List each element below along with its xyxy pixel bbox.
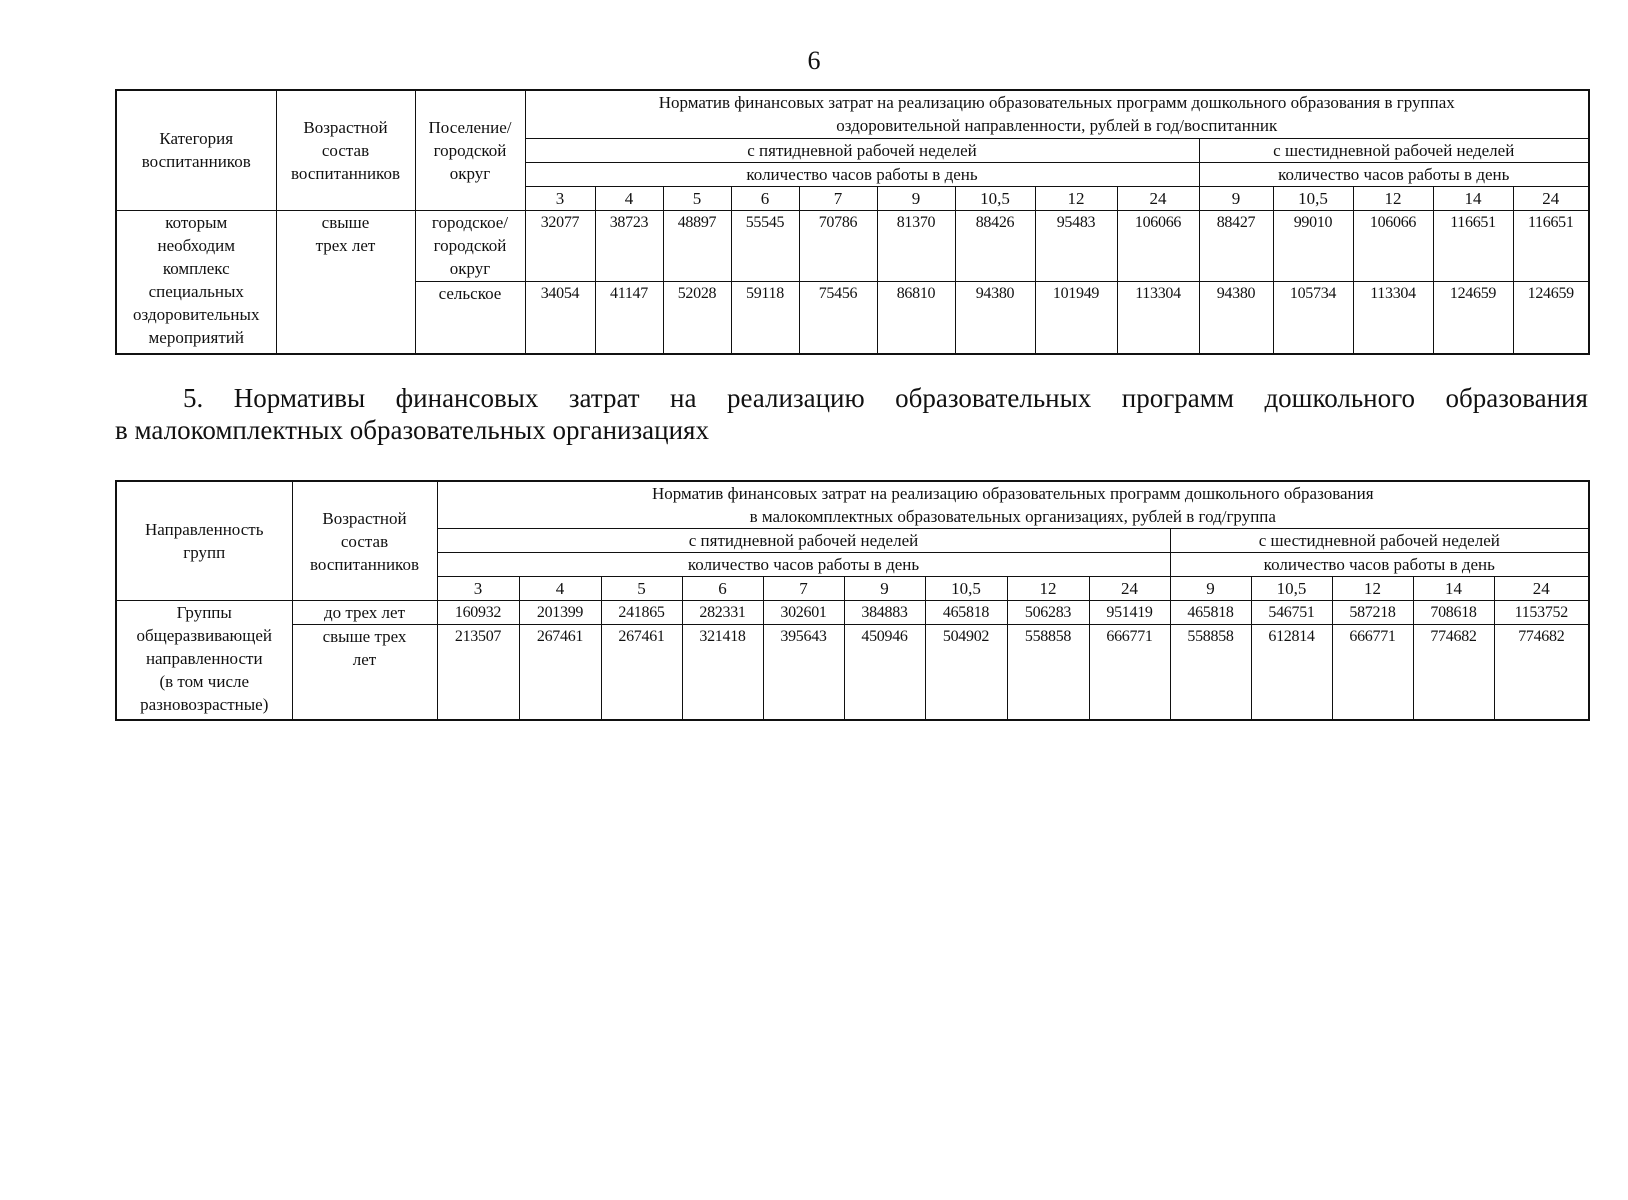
value-cell: 95483 <box>1035 210 1117 281</box>
value-cell: 201399 <box>519 601 601 625</box>
value-cell: 612814 <box>1251 625 1332 720</box>
cell-text: лет <box>352 650 377 669</box>
cell-text: Группы <box>176 603 232 622</box>
value-cell: 282331 <box>682 601 763 625</box>
value-cell: 59118 <box>731 282 799 354</box>
hours-cell: 10,5 <box>955 186 1035 210</box>
hours-cell: 24 <box>1117 186 1199 210</box>
heading-line: в малокомплектных образовательных организациях <box>115 415 709 445</box>
settlement-cell <box>415 210 525 281</box>
cell-text: свыше трех <box>322 627 407 646</box>
heading-word: образовательных <box>895 383 1092 413</box>
value-cell: 124659 <box>1433 282 1513 354</box>
header-text: состав <box>321 140 370 160</box>
section-5-heading <box>115 382 1588 446</box>
cell-text: сельское <box>438 284 502 304</box>
heading-word: реализацию <box>726 383 865 413</box>
hours-cell: 4 <box>595 186 663 210</box>
cell-text: которым <box>165 212 228 232</box>
value-cell: 267461 <box>601 625 682 720</box>
table-row <box>116 210 1589 281</box>
cell-text: специальных <box>148 281 244 301</box>
value-cell: 213507 <box>437 625 519 720</box>
value-cell: 558858 <box>1007 625 1089 720</box>
hours-cell: 24 <box>1494 577 1589 601</box>
header-six-day-week: с шестидневной рабочей неделей <box>1199 138 1589 162</box>
value-cell: 160932 <box>437 601 519 625</box>
hours-cell: 9 <box>877 186 955 210</box>
hours-cell: 9 <box>1170 577 1251 601</box>
value-cell: 105734 <box>1273 282 1353 354</box>
hours-cell: 10,5 <box>1251 577 1332 601</box>
hours-cell: 12 <box>1035 186 1117 210</box>
value-cell: 86810 <box>877 282 955 354</box>
heading-word: на <box>670 383 697 413</box>
value-cell: 546751 <box>1251 601 1332 625</box>
age-cell <box>292 625 437 720</box>
header-five-day-week: с пятидневной рабочей неделей <box>525 138 1199 162</box>
table-row <box>116 625 1589 720</box>
value-cell: 395643 <box>763 625 844 720</box>
value-cell: 1153752 <box>1494 601 1589 625</box>
settlement-cell <box>415 282 525 354</box>
value-cell: 116651 <box>1513 210 1589 281</box>
hours-cell: 4 <box>519 577 601 601</box>
value-cell: 38723 <box>595 210 663 281</box>
cell-text: до трех лет <box>323 603 406 622</box>
age-cell <box>276 210 415 354</box>
header-text: в малокомплектных образовательных организациях, рублей в год/группа <box>749 507 1276 526</box>
heading-word: финансовых <box>395 383 539 413</box>
header-text: Направленность <box>145 520 264 539</box>
value-cell: 587218 <box>1332 601 1413 625</box>
header-text: Возрастной <box>303 117 388 137</box>
hours-cell: 24 <box>1089 577 1170 601</box>
heading-line <box>115 382 1588 414</box>
value-cell: 32077 <box>525 210 595 281</box>
hours-cell: 14 <box>1433 186 1513 210</box>
heading-word: 5. <box>183 383 204 413</box>
cell-text: городское/ <box>431 212 509 232</box>
hours-cell: 7 <box>799 186 877 210</box>
header-age <box>276 90 415 210</box>
age-cell <box>292 601 437 625</box>
value-cell: 116651 <box>1433 210 1513 281</box>
value-cell: 558858 <box>1170 625 1251 720</box>
header-age <box>292 481 437 601</box>
value-cell: 94380 <box>955 282 1035 354</box>
cell-text: комплекс <box>162 258 230 278</box>
cell-text: общеразвивающей <box>136 626 272 645</box>
header-text: Возрастной <box>322 508 407 528</box>
cell-text: необходим <box>157 235 235 255</box>
value-cell: 504902 <box>925 625 1007 720</box>
value-cell: 384883 <box>844 601 925 625</box>
value-cell: 708618 <box>1413 601 1494 625</box>
value-cell: 70786 <box>799 210 877 281</box>
value-cell: 88426 <box>955 210 1035 281</box>
cell-text: городской <box>433 235 507 255</box>
header-main <box>525 90 1589 138</box>
value-cell: 94380 <box>1199 282 1273 354</box>
value-cell: 101949 <box>1035 282 1117 354</box>
header-text: Норматив финансовых затрат на реализацию образовательных программ дошкольного образования в группах <box>658 93 1455 113</box>
header-text: Категория <box>159 129 234 149</box>
category-cell <box>116 210 276 354</box>
hours-cell: 9 <box>844 577 925 601</box>
table-small-organizations <box>115 480 1590 721</box>
heading-word: дошкольного <box>1264 383 1415 413</box>
heading-word: затрат <box>568 383 640 413</box>
value-cell: 506283 <box>1007 601 1089 625</box>
cell-text: свыше <box>321 212 370 232</box>
table-health-groups <box>115 89 1590 355</box>
value-cell: 55545 <box>731 210 799 281</box>
hours-cell: 24 <box>1513 186 1589 210</box>
value-cell: 106066 <box>1353 210 1433 281</box>
heading-word: образования <box>1445 383 1588 413</box>
hours-cell: 12 <box>1353 186 1433 210</box>
value-cell: 302601 <box>763 601 844 625</box>
header-text: групп <box>183 543 226 562</box>
cell-text: (в том числе <box>159 672 250 691</box>
header-text: воспитанников <box>310 554 419 574</box>
value-cell: 113304 <box>1353 282 1433 354</box>
header-text: округ <box>449 163 491 183</box>
cell-text: округ <box>449 258 491 278</box>
hours-cell: 3 <box>437 577 519 601</box>
value-cell: 52028 <box>663 282 731 354</box>
hours-cell: 10,5 <box>925 577 1007 601</box>
value-cell: 267461 <box>519 625 601 720</box>
value-cell: 774682 <box>1494 625 1589 720</box>
hours-cell: 7 <box>763 577 844 601</box>
header-text: воспитанников <box>141 152 251 172</box>
cell-text: разновозрастные) <box>140 695 269 714</box>
hours-cell: 12 <box>1332 577 1413 601</box>
value-cell: 241865 <box>601 601 682 625</box>
header-hours-per-day: количество часов работы в день <box>1170 553 1589 577</box>
cell-text: мероприятий <box>148 327 244 347</box>
header-hours-per-day: количество часов работы в день <box>1199 162 1589 186</box>
heading-word: программ <box>1121 383 1234 413</box>
value-cell: 450946 <box>844 625 925 720</box>
header-text: состав <box>340 531 389 551</box>
hours-cell: 12 <box>1007 577 1089 601</box>
header-category <box>116 90 276 210</box>
hours-cell: 6 <box>682 577 763 601</box>
cell-text: оздоровительных <box>133 304 260 324</box>
value-cell: 75456 <box>799 282 877 354</box>
table-row <box>116 601 1589 625</box>
hours-cell: 9 <box>1199 186 1273 210</box>
page-number: 6 <box>807 46 821 75</box>
value-cell: 99010 <box>1273 210 1353 281</box>
value-cell: 81370 <box>877 210 955 281</box>
value-cell: 124659 <box>1513 282 1589 354</box>
value-cell: 113304 <box>1117 282 1199 354</box>
value-cell: 34054 <box>525 282 595 354</box>
value-cell: 88427 <box>1199 210 1273 281</box>
cell-text: направленности <box>145 649 263 668</box>
value-cell: 465818 <box>1170 601 1251 625</box>
value-cell: 774682 <box>1413 625 1494 720</box>
value-cell: 951419 <box>1089 601 1170 625</box>
header-hours-per-day: количество часов работы в день <box>525 162 1199 186</box>
direction-cell <box>116 601 292 720</box>
hours-cell: 10,5 <box>1273 186 1353 210</box>
header-text: Поселение/ <box>428 117 512 137</box>
header-main <box>437 481 1589 529</box>
hours-cell: 14 <box>1413 577 1494 601</box>
header-direction <box>116 481 292 601</box>
value-cell: 48897 <box>663 210 731 281</box>
value-cell: 666771 <box>1089 625 1170 720</box>
header-text: оздоровительной направленности, рублей в год/воспитанник <box>836 116 1278 136</box>
hours-cell: 5 <box>601 577 682 601</box>
header-text: Норматив финансовых затрат на реализацию образовательных программ дошкольного образования <box>652 484 1374 503</box>
header-settlement <box>415 90 525 210</box>
header-six-day-week: с шестидневной рабочей неделей <box>1170 529 1589 553</box>
hours-cell: 6 <box>731 186 799 210</box>
hours-cell: 5 <box>663 186 731 210</box>
header-hours-per-day: количество часов работы в день <box>437 553 1170 577</box>
value-cell: 321418 <box>682 625 763 720</box>
value-cell: 106066 <box>1117 210 1199 281</box>
header-text: воспитанников <box>291 163 400 183</box>
hours-cell: 3 <box>525 186 595 210</box>
cell-text: трех лет <box>315 235 376 255</box>
value-cell: 666771 <box>1332 625 1413 720</box>
header-text: городской <box>433 140 507 160</box>
value-cell: 465818 <box>925 601 1007 625</box>
heading-word: Нормативы <box>233 383 366 413</box>
header-five-day-week: с пятидневной рабочей неделей <box>437 529 1170 553</box>
value-cell: 41147 <box>595 282 663 354</box>
